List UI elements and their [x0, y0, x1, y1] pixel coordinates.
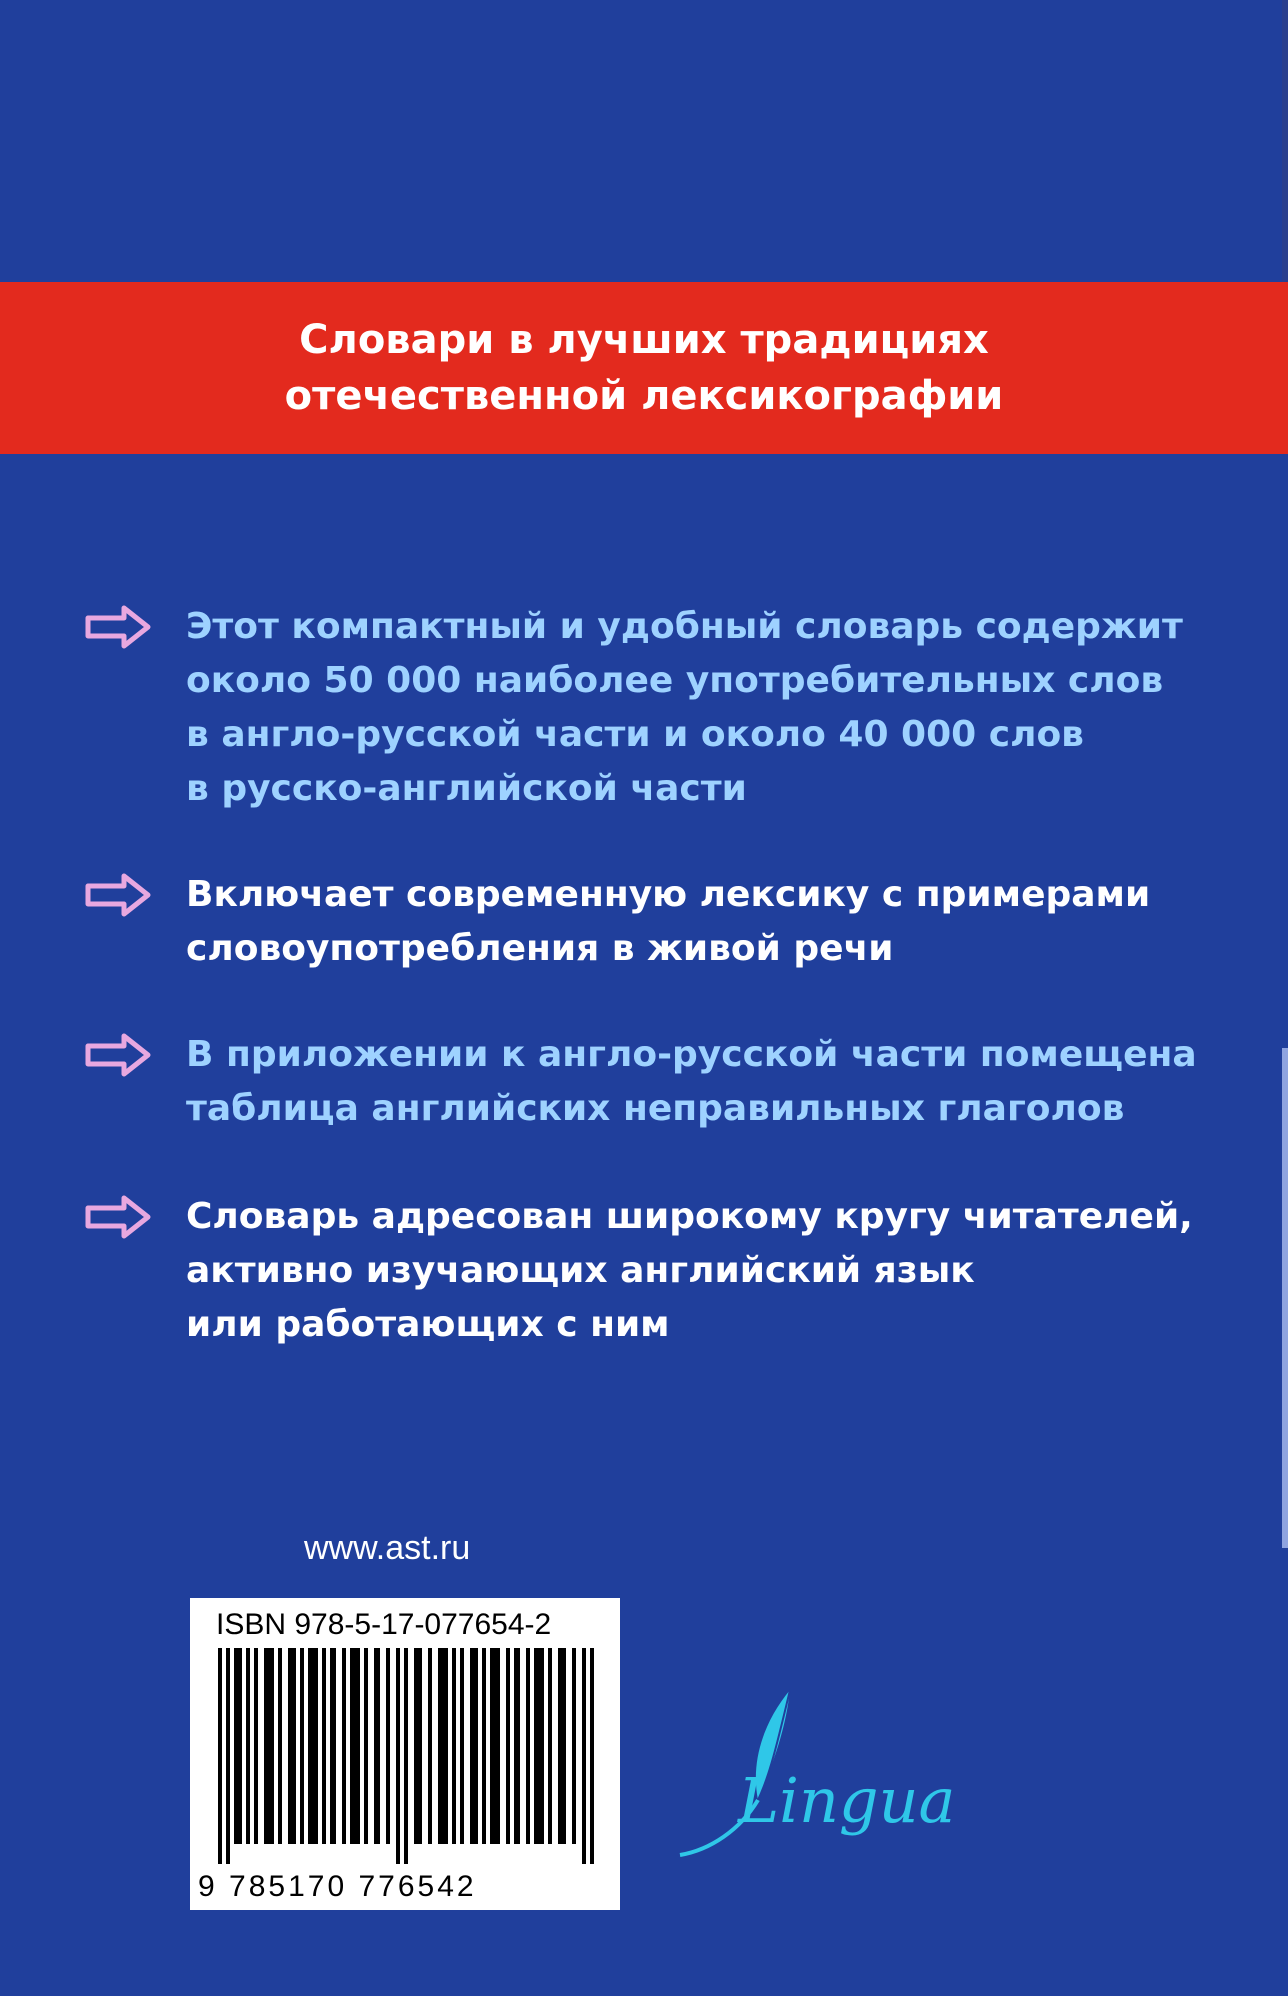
spine-edge-strip — [1282, 1048, 1288, 1548]
feature-4-line-1: Словарь адресован широкому кругу читателей, — [186, 1196, 1193, 1237]
feature-1-line-4: в русско-английской части — [186, 768, 747, 809]
banner-line-1: Словари в лучших традициях — [299, 317, 989, 363]
feature-2-line-1: Включает современную лексику с примерами — [186, 874, 1151, 915]
arrow-right-icon — [84, 604, 152, 650]
isbn-number: ISBN 978-5-17-077654-2 — [216, 1608, 552, 1641]
feature-1-line-3: в англо-русской части и около 40 000 слов — [186, 714, 1084, 755]
feature-1-line-2: около 50 000 наиболее употребительных слов — [186, 660, 1164, 701]
banner-line-2: отечественной лексикографии — [284, 373, 1004, 419]
feature-3-line-2: таблица английских неправильных глаголов — [186, 1088, 1125, 1129]
logo-wordmark: Lingua — [738, 1764, 956, 1837]
feature-text-1 — [186, 600, 1266, 816]
feature-3-line-1: В приложении к англо-русской части помещена — [186, 1034, 1197, 1075]
lingua-logo — [670, 1680, 960, 1880]
isbn-barcode — [190, 1598, 620, 1910]
feature-4-line-2: активно изучающих английский язык — [186, 1250, 975, 1291]
feature-2-line-2: словоупотребления в живой речи — [186, 928, 894, 969]
barcode-digits: 9 785170 776542 — [198, 1870, 477, 1903]
publisher-website: www.ast.ru — [304, 1529, 471, 1567]
arrow-right-icon — [84, 872, 152, 918]
tagline-banner — [0, 282, 1288, 454]
feature-text-4 — [186, 1190, 1266, 1352]
top-edge-strip — [1282, 0, 1288, 282]
arrow-right-icon — [84, 1194, 152, 1240]
arrow-right-icon — [84, 1032, 152, 1078]
feature-4-line-3: или работающих с ним — [186, 1304, 670, 1345]
feature-text-3 — [186, 1028, 1266, 1136]
feature-1-line-1: Этот компактный и удобный словарь содержит — [186, 606, 1183, 647]
barcode-bars — [218, 1648, 598, 1864]
feature-text-2 — [186, 868, 1266, 976]
